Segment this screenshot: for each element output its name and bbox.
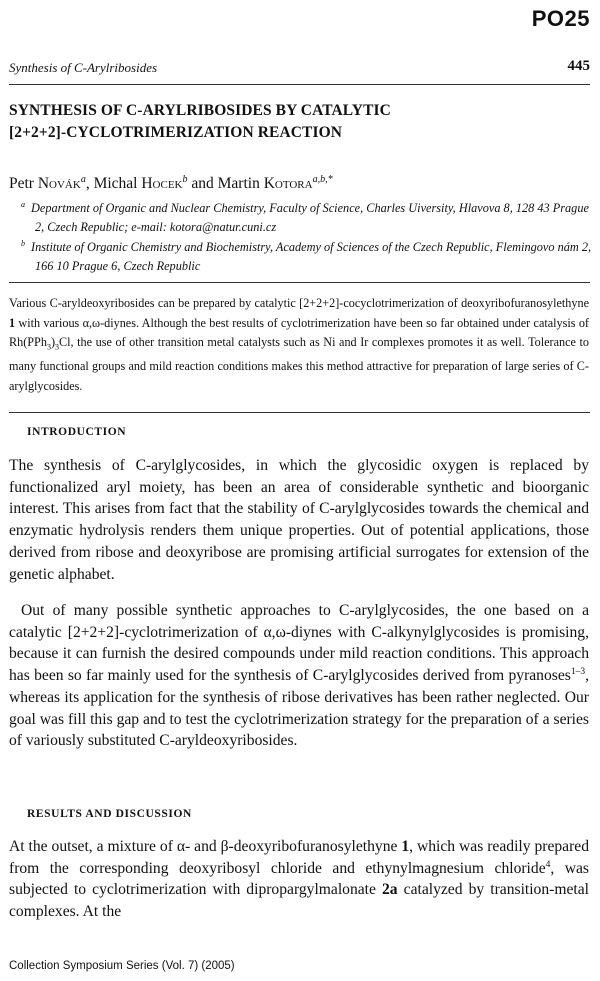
introduction-heading: INTRODUCTION xyxy=(27,426,127,438)
author-2: Michal Hocek$^b$ xyxy=(93,174,188,193)
page-number: 445 xyxy=(567,58,590,74)
abstract-bottom-rule xyxy=(9,412,590,413)
author-list: Petr Novák$^a$, Michal Hocek$^b$ and Martin Kotora$^{a,b,*}$ xyxy=(9,174,333,193)
article-title xyxy=(9,100,589,144)
document-code: PO25 xyxy=(531,6,590,31)
affiliation-b: $^b$ Institute of Organic Chemistry and Biochemistry, Academy of Sciences of the Czech Republic, Flemingovo nám 2, 166 10 Prague 6, Czech Republic xyxy=(21,239,592,274)
running-title: Synthesis of C-Arylribosides xyxy=(9,60,158,75)
header-rule xyxy=(9,84,590,85)
journal-footer: Collection Symposium Series (Vol. 7) (2005) xyxy=(9,960,235,972)
results-paragraph-1: At the outset, a mixture of α- and β-deoxyribofuranosylethyne 1, which was readily prepared from the corresponding deoxyribosyl chloride and ethynylmagnesium chloride$^4$, was subjected to cyclotrimerization with dipropargylmalonate 2a catalyzed by transition-metal complexes. At the xyxy=(9,838,590,921)
running-header xyxy=(9,60,590,80)
introduction-paragraph-1: The synthesis of C-arylglycosides, in which the glycosidic oxygen is replaced by functionalized aryl moiety, has been an area of considerable synthetic and bioorganic interest. This arises from fact that the stability of C-arylglycosides towards the chemical and enzymatic hydrolysis renders them unique properties. Out of potential applications, those derived from ribose and deoxyribose are promising artificial surrogates for extension of the genetic alphabet. xyxy=(9,457,589,583)
abstract-top-rule xyxy=(9,282,590,283)
author-1: Petr Novák$^a$ xyxy=(9,174,86,193)
results-heading: RESULTS AND DISCUSSION xyxy=(27,808,192,820)
author-3: Martin Kotora$^{a,b,*}$ xyxy=(217,174,333,193)
title-line-2: [2+2+2]-CYCLOTRIMERIZATION REACTION xyxy=(9,124,343,141)
title-line-1: SYNTHESIS OF C-ARYLRIBOSIDES BY CATALYTIC xyxy=(9,102,391,119)
introduction-paragraph-2: Out of many possible synthetic approaches to C-arylglycosides, the one based on a catalytic [2+2+2]-cyclotrimerization of α,ω-diynes with C-alkynylglycosides is promising, because it can furnish the desired compounds under mild reaction conditions. This approach has been so far mainly used for the synthesis of C-arylglycosides derived from pyranoses$^{1-3}$, whereas its application for the synthesis of ribose derivatives has been rather neglected. Our goal was fill this gap and to test the cyclotrimerization strategy for the preparation of a series of variously substituted C-aryldeoxyribosides. xyxy=(9,602,589,750)
affiliation-a: $^a$ Department of Organic and Nuclear Chemistry, Faculty of Science, Charles Uiversity, Hlavova 8, 128 43 Prague 2, Czech Republic; e-mail: kotora@natur.cuni.cz xyxy=(21,200,589,235)
abstract: Various C-aryldeoxyribosides can be prepared by catalytic [2+2+2]-cocyclotrimerization of deoxyribofuranosylethyne 1 with various α,ω-diynes. Although the best results of cyclotrimerization have been so far obtained under catalysis of $Rh(PPh_3)_3Cl$, the use of other transition metal catalysts such as Ni and Ir complexes promotes it as well. Tolerance to many functional groups and mild reaction conditions makes this method attractive for preparation of large series of C-arylglycosides. xyxy=(9,296,589,393)
